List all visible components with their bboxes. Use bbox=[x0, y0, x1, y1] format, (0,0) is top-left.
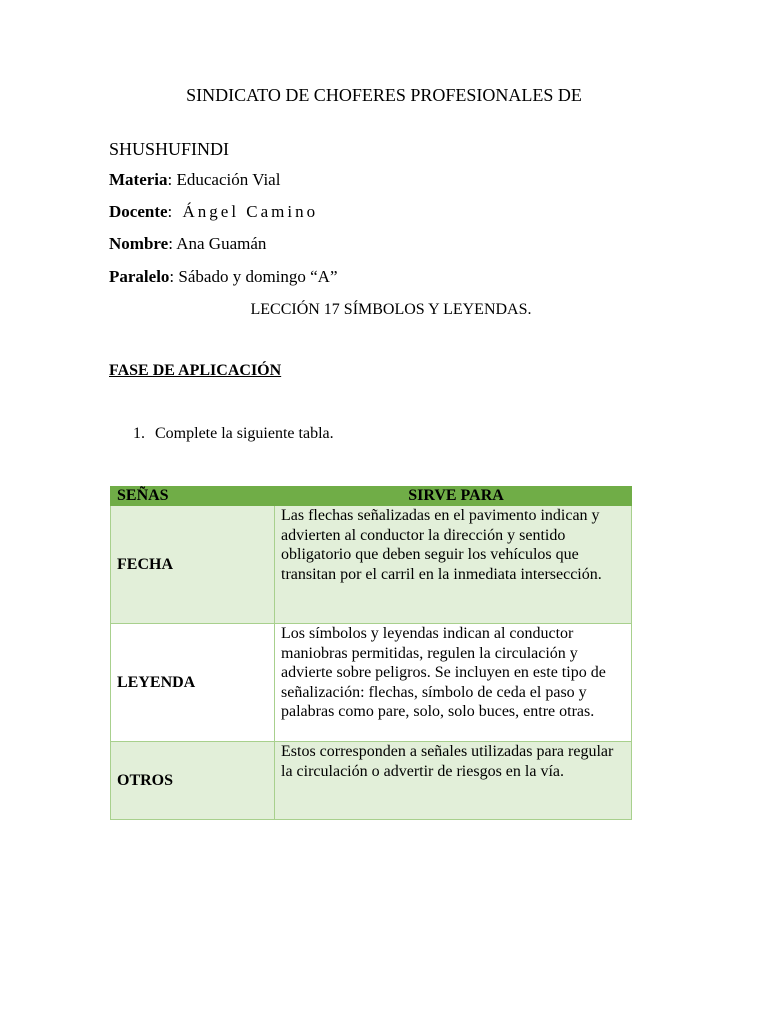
field-docente-value: : Ángel Camino bbox=[167, 202, 319, 221]
field-paralelo-value: : Sábado y domingo “A” bbox=[169, 267, 338, 286]
purpose-cell: Estos corresponden a señales utilizadas para regular la circulación o advertir de riesgos en la vía. bbox=[275, 742, 632, 820]
instruction-number: 1. bbox=[133, 425, 145, 442]
purpose-cell: Las flechas señalizadas en el pavimento indican y advierten al conductor la dirección y sentido obligatorio que deben seguir los vehículos que transitan por el carril en la inmediata intersección. bbox=[275, 506, 632, 624]
document-title-line1: SINDICATO DE CHOFERES PROFESIONALES DE bbox=[186, 85, 582, 105]
table-row bbox=[111, 742, 632, 820]
instruction-item bbox=[133, 423, 334, 445]
field-materia-value: : Educación Vial bbox=[167, 170, 281, 189]
sign-cell: FECHA bbox=[111, 506, 275, 624]
sign-cell: OTROS bbox=[111, 742, 275, 820]
table-row bbox=[111, 624, 632, 742]
document-title-line2: SHUSHUFINDI bbox=[109, 139, 230, 159]
field-docente bbox=[109, 201, 318, 223]
field-docente-label: Docente bbox=[109, 202, 168, 221]
field-nombre bbox=[109, 233, 266, 255]
field-paralelo-label: Paralelo bbox=[109, 267, 170, 286]
lesson-title: LECCIÓN 17 SÍMBOLOS Y LEYENDAS. bbox=[250, 301, 532, 318]
field-paralelo bbox=[109, 266, 338, 288]
sign-cell: LEYENDA bbox=[111, 624, 275, 742]
table-row bbox=[111, 506, 632, 624]
field-materia-label: Materia bbox=[109, 170, 168, 189]
header-senas: SEÑAS bbox=[111, 487, 275, 506]
header-sirve-para: SIRVE PARA bbox=[275, 487, 632, 506]
table-header-row bbox=[111, 487, 632, 506]
purpose-cell: Los símbolos y leyendas indican al conductor maniobras permitidas, regulen la circulación y advierte sobre peligros. Se incluyen en este tipo de señalización: flechas, símbolo de ceda el paso y palabras como pare, solo, solo buces, entre otras. bbox=[275, 624, 632, 742]
phase-title: FASE DE APLICACIÓN bbox=[109, 362, 282, 379]
field-nombre-value: : Ana Guamán bbox=[168, 234, 267, 253]
signs-table bbox=[110, 486, 632, 820]
field-nombre-label: Nombre bbox=[109, 234, 169, 253]
instruction-text: Complete la siguiente tabla. bbox=[155, 425, 334, 442]
field-materia bbox=[109, 169, 280, 191]
